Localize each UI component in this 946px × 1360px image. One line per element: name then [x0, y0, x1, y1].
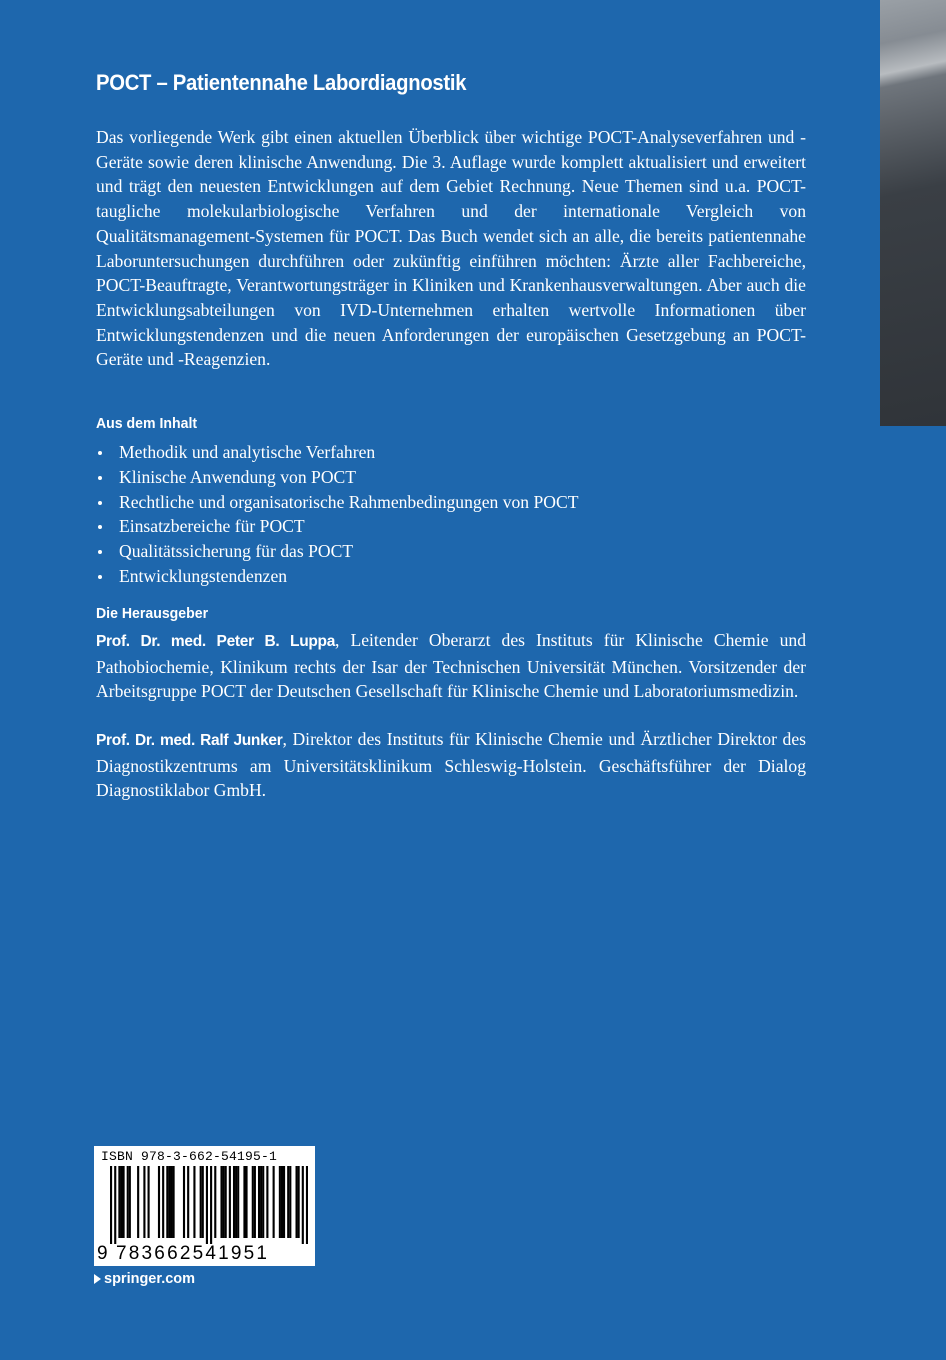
editors-heading: Die Herausgeber: [96, 605, 209, 622]
barcode-bar: [170, 1166, 172, 1238]
barcode-bar: [210, 1166, 212, 1244]
barcode-bar: [237, 1166, 239, 1238]
book-description: Das vorliegende Werk gibt einen aktuellen Überblick über wichtige POCT-Analyseverfahren und -Geräte sowie deren klinische Anwendung. Die 3. Auflage wurde komplett aktualisiert und erweitert und trägt den neuesten Entwicklungen auf dem Gebiet Rechnung. Neue Themen sind u.a. POCT-taugliche molekularbiologische Verfahren und der internationale Vergleich von Qualitätsmanagement-Systemen für POCT. Das Buch wendet sich an alle, die bereits patientennahe Laboruntersuchungen durchführen oder zukünftig einführen möchten: Ärzte aller Fachbereiche, POCT-Beauftragte, Verantwortungsträger in Kliniken und Krankenhausverwaltungen. Aber auch die Entwicklungsabteilungen von IVD-Unternehmen erhalten wertvolle Informationen über Entwicklungstendenzen und die neuen Anforderungen der europäischen Gesetzgebung an POCT-Geräte und -Reagenzien.: [96, 127, 806, 370]
barcode-bar: [114, 1166, 116, 1244]
barcode-bar: [120, 1166, 122, 1238]
barcode-bar: [129, 1166, 131, 1238]
barcode-bar: [220, 1166, 222, 1238]
barcode-bar: [206, 1166, 208, 1244]
barcode-bars: [110, 1166, 308, 1244]
barcode-bar: [162, 1166, 164, 1238]
barcode-bar: [289, 1166, 291, 1238]
barcode-bar: [258, 1166, 260, 1238]
editor-bio-text: , Leitender Oberarzt des Instituts für Klinische Chemie und Pathobiochemie, Klinikum rechts der Isar der Technischen Universität München. Vorsitzender der Arbeitsgruppe POCT der Deutschen Gesellschaft für Klinische Chemie und Laboratoriumsmedizin.: [96, 630, 806, 702]
barcode-bar: [110, 1166, 112, 1244]
list-item: Methodik und analytische Verfahren: [96, 440, 578, 465]
barcode-bar: [281, 1166, 283, 1238]
isbn-label: ISBN 978-3-662-54195-1: [101, 1149, 278, 1164]
barcode-bar: [123, 1166, 125, 1238]
list-item: Rechtliche und organisatorische Rahmenbedingungen von POCT: [96, 490, 578, 515]
list-item: Einsatzbereiche für POCT: [96, 514, 578, 539]
barcode-bar: [127, 1166, 129, 1238]
barcode-bar: [254, 1166, 256, 1238]
barcode-bar: [306, 1166, 308, 1244]
barcode-bar: [173, 1166, 175, 1238]
barcode-bar: [158, 1166, 160, 1238]
barcode-bar: [287, 1166, 289, 1238]
barcode-bar: [279, 1166, 281, 1238]
editor-bio-luppa: [96, 628, 806, 704]
contents-heading: Aus dem Inhalt: [96, 415, 198, 432]
barcode-bar: [200, 1166, 202, 1238]
editor-bio-junker: [96, 727, 806, 803]
barcode-bar: [118, 1166, 120, 1238]
arrow-right-icon: [94, 1274, 101, 1284]
editor-bio-text: , Direktor des Instituts für Klinische Chemie und Ärztlicher Direktor des Diagnostikzentrums am Universitätsklinikum Schleswig-Holstein. Geschäftsführer der Dialog Diagnostiklabor GmbH.: [96, 729, 806, 801]
ean-first-digit: 9: [97, 1243, 108, 1264]
isbn-barcode: [94, 1146, 315, 1266]
barcode-bar: [183, 1166, 185, 1238]
barcode-bar: [298, 1166, 300, 1238]
book-title: POCT – Patientennahe Labordiagnostik: [96, 70, 467, 95]
barcode-bar: [229, 1166, 231, 1238]
barcode-bar: [273, 1166, 275, 1238]
barcode-bar: [193, 1166, 195, 1238]
barcode-bar: [137, 1166, 139, 1238]
barcode-bar: [235, 1166, 237, 1238]
barcode-bar: [245, 1166, 247, 1238]
barcode-bar: [252, 1166, 254, 1238]
cover-image-edge: [880, 0, 946, 426]
barcode-bar: [187, 1166, 189, 1238]
barcode-bar: [168, 1166, 170, 1238]
barcode-bar: [262, 1166, 264, 1238]
barcode-bar: [260, 1166, 262, 1238]
barcode-bar: [148, 1166, 150, 1238]
barcode-bar: [223, 1166, 225, 1238]
publisher-url: springer.com: [104, 1271, 196, 1287]
barcode-bar: [233, 1166, 235, 1238]
contents-list: [96, 440, 578, 589]
barcode-bar: [266, 1166, 268, 1238]
ean-digits: 783662541951: [116, 1243, 270, 1264]
barcode-bar: [243, 1166, 245, 1238]
list-item: Klinische Anwendung von POCT: [96, 465, 578, 490]
barcode-bar: [283, 1166, 285, 1238]
publisher-link[interactable]: [94, 1271, 195, 1287]
barcode-bar: [225, 1166, 227, 1238]
barcode-bar: [302, 1166, 304, 1244]
barcode-bar: [166, 1166, 168, 1238]
barcode-bar: [143, 1166, 145, 1238]
list-item: Entwicklungstendenzen: [96, 564, 578, 589]
editor-name: Prof. Dr. med. Peter B. Luppa: [96, 633, 336, 650]
barcode-bar: [202, 1166, 204, 1238]
barcode-bar: [214, 1166, 216, 1238]
barcode-bar: [295, 1166, 297, 1238]
editor-name: Prof. Dr. med. Ralf Junker: [96, 732, 283, 749]
list-item: Qualitätssicherung für das POCT: [96, 539, 578, 564]
